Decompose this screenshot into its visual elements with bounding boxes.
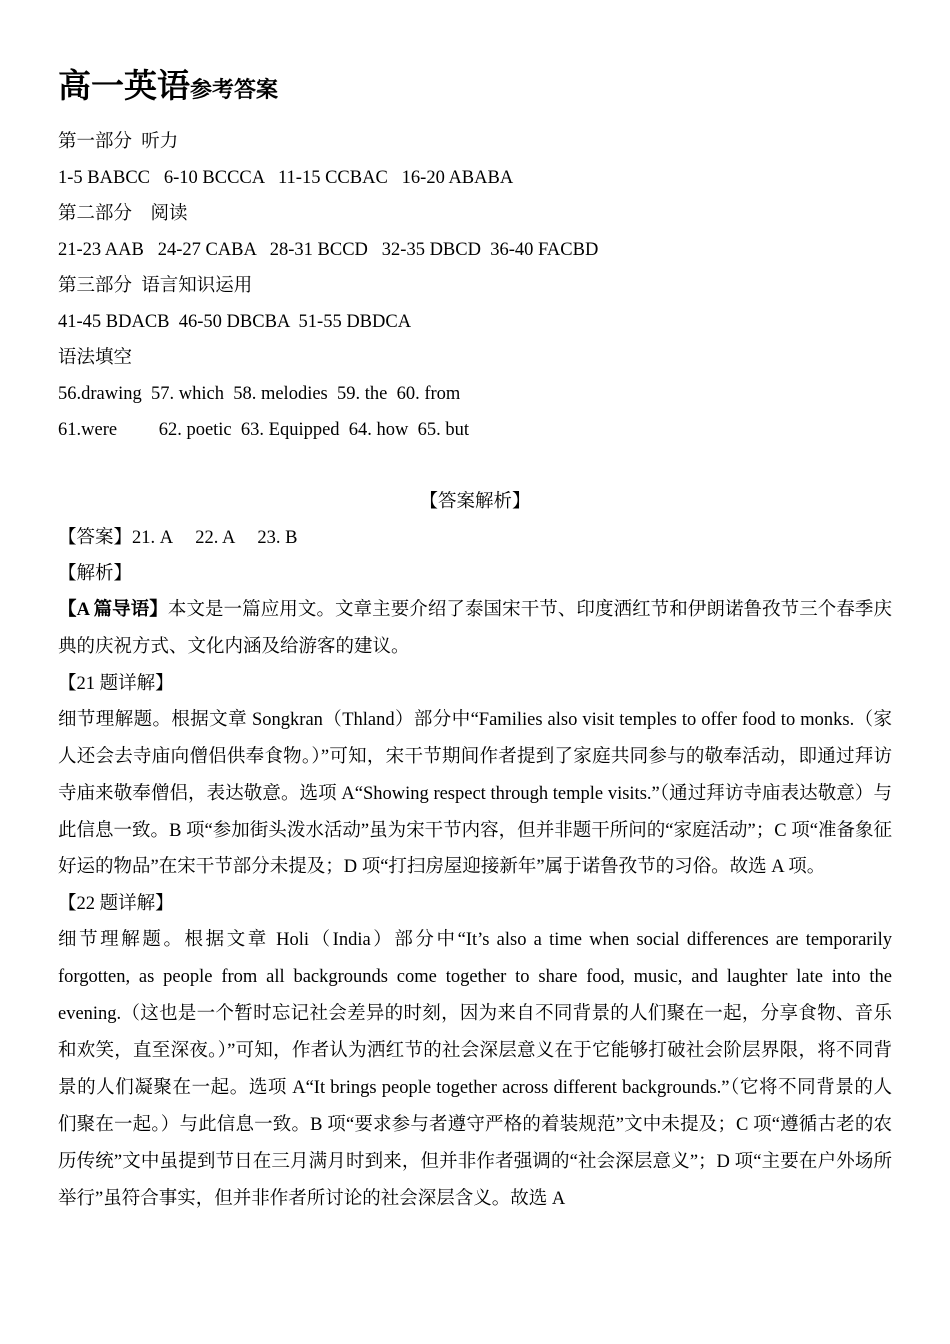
title-main: 高一英语 bbox=[58, 66, 190, 105]
answers-language: 41-45 BDACB 46-50 DBCBA 51-55 DBDCA bbox=[58, 312, 412, 332]
answers-listening: 1-5 BABCC 6-10 BCCCA 11-15 CCBAC 16-20 ABABA bbox=[58, 168, 514, 188]
guide-paragraph bbox=[58, 592, 892, 666]
spacer bbox=[58, 448, 892, 484]
section-heading-listening: 第一部分 听力 bbox=[58, 132, 179, 152]
grammar-heading: 语法填空 bbox=[58, 348, 133, 368]
answers-reading: 21-23 AAB 24-27 CABA 28-31 BCCD 32-35 DBCD 36-40 FACBD bbox=[58, 240, 599, 260]
guide-text: 本文是一篇应用文。文章主要介绍了泰国宋干节、印度洒红节和伊朗诺鲁孜节三个春季庆典的庆祝方式、文化内涵及给游客的建议。 bbox=[58, 600, 892, 657]
page-title bbox=[58, 60, 892, 112]
grammar-answers-line-1: 56.drawing 57. which 58. melodies 59. the 60. from bbox=[58, 384, 461, 404]
guide-label: 【A 篇导语】 bbox=[58, 600, 168, 620]
grammar-answers-line-2: 61.were 62. poetic 63. Equipped 64. how 65. but bbox=[58, 420, 470, 440]
analysis-heading: 【答案解析】 bbox=[419, 492, 531, 512]
document-page bbox=[58, 60, 892, 1218]
title-sub: 参考答案 bbox=[190, 78, 279, 103]
q22-text: 细节理解题。根据文章 Holi（India）部分中“It’s also a time when social differences are temporarily forgotten, as people from all backgrounds come together to share food, music, and laughter late into the evening.（这也是一个暂时忘记社会差异的时刻，因为来自不同背景的人们聚在一起，分享食物、音乐和欢笑，直至深夜。）”可知，作者认为洒红节的社会深层意义在于它能够打破社会阶层界限，将不同背景的人们凝聚在一起。选项 A“It brings people together across different backgrounds.”（它将不同背景的人们聚在一起。）与此信息一致。B 项“要求参与者遵守严格的着装规范”文中未提及；C 项“遵循古老的农历传统”文中虽提到节日在三月满月时到来，但并非作者强调的“社会深层意义”；D 项“主要在户外场所举行”虽符合事实，但并非作者所讨论的社会深层含义。故选 A bbox=[58, 930, 892, 1209]
section-heading-reading: 第二部分 阅读 bbox=[58, 204, 188, 224]
q21-label: 【21 题详解】 bbox=[58, 673, 174, 694]
section-heading-language: 第三部分 语言知识运用 bbox=[58, 276, 253, 296]
q21-text: 细节理解题。根据文章 Songkran（Thland）部分中“Families also visit temples to offer food to monks.（家人还会去寺庙向僧侣供奉食物。）”可知，宋干节期间作者提到了家庭共同参与的敬奉活动，即通过拜访寺庙来敬奉僧侣，表达敬意。选项 A“Showing respect through temple visits.”（通过拜访寺庙表达敬意）与此信息一致。B 项“参加街头泼水活动”虽为宋干节内容，但并非题干所问的“家庭活动”；C 项“准备象征好运的物品”在宋干节部分未提及；D 项“打扫房屋迎接新年”属于诺鲁孜节的习俗。故选 A 项。 bbox=[58, 709, 892, 878]
q22-label: 【22 题详解】 bbox=[58, 894, 174, 915]
answer-line: 【答案】21. A 22. A 23. B bbox=[58, 528, 298, 548]
jiexi-label: 【解析】 bbox=[58, 564, 133, 584]
